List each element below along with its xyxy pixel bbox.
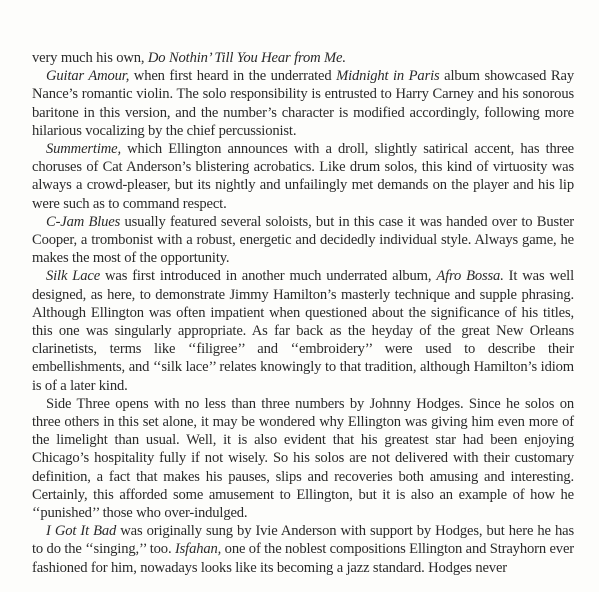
paragraph-5 xyxy=(32,395,574,522)
paragraph-2 xyxy=(32,140,574,213)
text-run: when first heard in the underrated xyxy=(129,68,337,85)
album-title: Afro Bossa. xyxy=(436,268,504,285)
text-run: was first introduced in another much underrated album, xyxy=(100,268,437,285)
text-run: Side Three opens with no less than three numbers by Johnny Hodges. Since he solos on three others in this set alone, it may be wondered why Ellington was giving him even more of the limelight than usual. Well, it is also evident that his greatest star had been enjoying Chicago’s hospitality fully if not wisely. So his solos are not delivered with their customary definition, a fact that makes his pauses, slips and recoveries both amusing and interesting. Certainly, this afforded some amusement to Ellington, but it is also an example of how he ‘‘punished’’ those who over-indulged. xyxy=(32,395,574,522)
text-run: usually featured several soloists, but in this case it was handed over to Buster Cooper, a trombonist with a robust, energetic and decidedly individual style. Always game, he makes the most of the opportunity. xyxy=(32,213,574,267)
text-run: It was well designed, as here, to demonstrate Jimmy Hamilton’s masterly technique and supple phrasing. Although Ellington was often impatient when questioned about the significance of his titles, this one was singularly appropriate. As far back as the heyday of the great New Orleans clarinetists, terms like ‘‘filigree’’ and ‘‘embroidery’’ were used to describe their embellishments, and ‘‘silk lace’’ relates knowingly to that tradition, although Hamilton’s idiom is of a later kind. xyxy=(32,268,574,394)
song-title: I Got It Bad xyxy=(46,523,117,540)
album-title: Midnight in Paris xyxy=(336,68,440,85)
text-run: very much his own, xyxy=(32,50,148,66)
song-title: Do Nothin’ Till You Hear from Me. xyxy=(147,50,346,66)
text-run: which Ellington announces with a droll, slightly satirical accent, has three choruses of Cat Anderson’s blistering acrobatics. Like drum solos, this kind of virtuosity was always a crowd-pleaser, but its nightly and unfailingly met demands on the player and his lip were such as to command respect. xyxy=(32,141,574,212)
paragraph-1 xyxy=(32,67,574,140)
liner-notes-text xyxy=(32,49,574,577)
song-title: Summertime, xyxy=(46,141,121,158)
paragraph-3 xyxy=(32,213,574,268)
song-title: Isfahan, xyxy=(174,541,222,558)
text-run: album showcased Ray Nance’s romantic violin. The solo responsibility is entrusted to Harry Carney and his sonorous baritone in this version, and the number’s character is modified accordingly, following more hilarious vocalizing by the chief percussionist. xyxy=(32,68,574,139)
paragraph-0 xyxy=(32,49,574,67)
text-run: was originally sung by Ivie Anderson with support by Hodges, but here he has to do the ‘‘singing,’’ too. xyxy=(32,523,574,558)
song-title: Guitar Amour, xyxy=(46,68,130,85)
paragraph-4 xyxy=(32,267,574,394)
song-title: Silk Lace xyxy=(46,268,101,285)
text-run: one of the noblest compositions Ellington and Strayhorn ever fashioned for him, nowadays looks like its becoming a jazz standard. Hodges never xyxy=(32,541,574,576)
song-title: C-Jam Blues xyxy=(46,213,121,230)
paragraph-6 xyxy=(32,522,574,577)
